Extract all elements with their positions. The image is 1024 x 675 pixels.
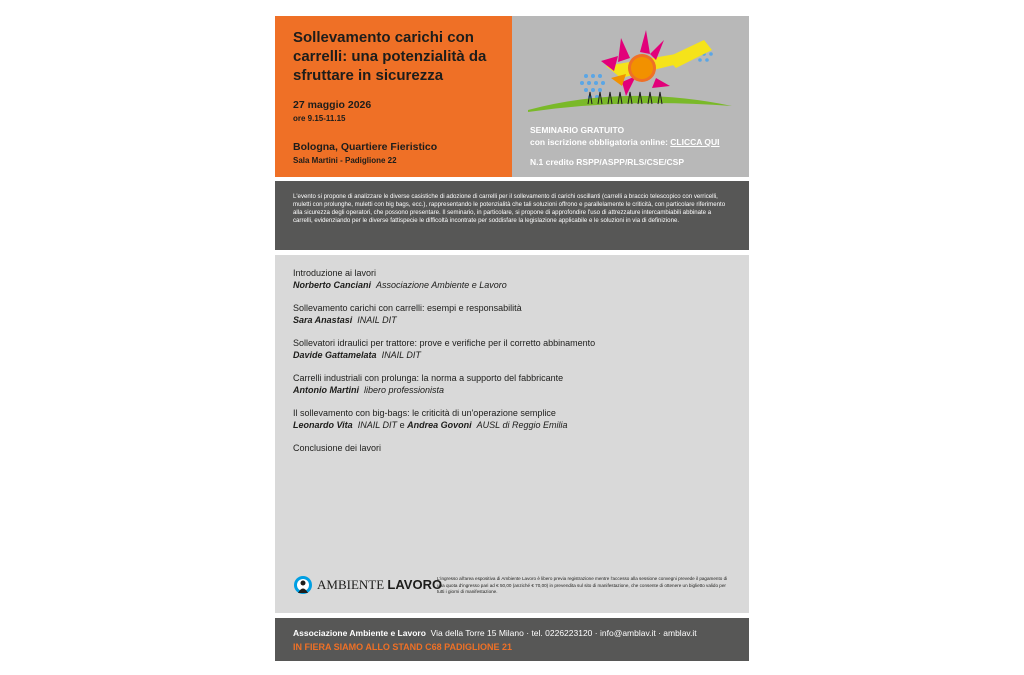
footer-org: Associazione Ambiente e Lavoro <box>293 628 426 638</box>
program-item-title: Introduzione ai lavori <box>293 268 377 278</box>
program-item-title: Carrelli industriali con prolunga: la norma a supporto del fabbricante <box>293 373 564 383</box>
footer-email[interactable]: info@amblav.it <box>599 628 656 638</box>
speaker-name: Sara Anastasi <box>293 315 353 325</box>
footer-contacts: Associazione Ambiente e Lavoro Via della Torre 15 Milano · tel. 0226223120 · info@amblav.it · amblav.it <box>293 628 697 638</box>
brand-part-1: AMBIENTE <box>317 577 385 592</box>
program-item <box>293 407 731 431</box>
registration-line <box>530 136 720 148</box>
speaker-name: Leonardo Vita <box>293 420 353 430</box>
ambiente-lavoro-logo-icon <box>292 575 314 595</box>
brand-part-2: LAVORO <box>387 577 443 592</box>
speaker-name: Antonio Martini <box>293 385 359 395</box>
speaker-org: INAIL DIT <box>357 315 397 325</box>
program-closing-title: Conclusione dei lavori <box>293 443 382 453</box>
speaker-name-2: Andrea Govoni <box>407 420 472 430</box>
ambiente-lavoro-brand <box>292 575 442 595</box>
program-item-speaker <box>293 384 731 396</box>
brand-name <box>317 577 442 593</box>
footer-stand: IN FIERA SIAMO ALLO STAND C68 PADIGLIONE 21 <box>293 642 513 652</box>
sun-logo-icon <box>526 26 736 118</box>
program-item <box>293 372 731 396</box>
footer-phone: tel. 0226223120 <box>531 628 593 638</box>
registration-link[interactable]: CLICCA QUI <box>670 137 720 147</box>
speaker-org: Associazione Ambiente e Lavoro <box>376 280 507 290</box>
program-item <box>293 267 731 291</box>
speaker-name: Norberto Canciani <box>293 280 372 290</box>
program-item-speaker <box>293 419 731 431</box>
program-item-title: Sollevamento carichi con carrelli: esempi e responsabilità <box>293 303 522 313</box>
program-item <box>293 337 731 361</box>
program-item-speaker <box>293 279 731 291</box>
program-item-title: Il sollevamento con big-bags: le criticità di un'operazione semplice <box>293 408 556 418</box>
program-item-title: Sollevatori idraulici per trattore: prove e verifiche per il corretto abbinamento <box>293 338 596 348</box>
program-closing <box>293 442 731 454</box>
event-title: Sollevamento carichi con carrelli: una potenzialità da sfruttare in sicurezza <box>293 29 487 84</box>
seminar-panel <box>512 16 749 177</box>
speaker-org: libero professionista <box>364 385 445 395</box>
speaker-org-2: AUSL di Reggio Emilia <box>476 420 568 430</box>
footer <box>275 618 749 661</box>
seminar-info <box>530 124 720 148</box>
speaker-joiner: e <box>397 420 408 430</box>
event-info-panel <box>275 16 512 177</box>
event-time: ore 9.15-11.15 <box>293 114 346 123</box>
event-date: 27 maggio 2026 <box>293 99 372 111</box>
registration-text: con iscrizione obbligatoria online: <box>530 137 671 147</box>
program-item <box>293 302 731 326</box>
event-room: Sala Martini - Padiglione 22 <box>293 156 397 165</box>
footer-address: Via della Torre 15 Milano <box>430 628 524 638</box>
program-item-speaker <box>293 349 731 361</box>
speaker-name: Davide Gattamelata <box>293 350 377 360</box>
seminar-free-label: SEMINARIO GRATUITO <box>530 125 625 135</box>
program-item-speaker <box>293 314 731 326</box>
header-block <box>275 16 749 177</box>
credit-info: N.1 credito RSPP/ASPP/RLS/CSE/CSP <box>530 157 684 167</box>
event-place: Bologna, Quartiere Fieristico <box>293 141 438 153</box>
footer-site[interactable]: amblav.it <box>663 628 697 638</box>
admission-note: L'ingresso all'area espositiva di Ambiente Lavoro è libero previa registrazione mentre l'accesso alla sessione convegni prevede il pagamento di una quota d'ingresso pari ad € 50,00 (anziché € 70,00) in prevendita sul sito di manifestazione, che consente di ottenere un biglietto valido per tutti i giorni di manifestazione. <box>437 576 728 594</box>
program-block <box>275 255 749 613</box>
speaker-org: INAIL DIT <box>381 350 421 360</box>
event-flyer <box>275 16 749 661</box>
speaker-org: INAIL DIT <box>357 420 398 430</box>
event-description: L'evento si propone di analizzare le diverse casistiche di adozione di carrelli per il sollevamento di carichi oscillanti (carrelli a braccio telescopico con verricelli, muletti con prolunghe, muletti con big bags, ecc.), rappresentando le potenzialità che tali soluzioni offrono e parallelamente le criticità, con particolare riferimento alla sicurezza degli operatori, che possono presentare. Il seminario, in particolare, si propone di approfondire l'uso di attrezzature intercambiabili abbinate a carrelli, evidenziando per le diverse fattispecie le difficoltà incontrate per soddisfare la legislazione applicabile e le soluzioni in via di definizione. <box>275 181 749 250</box>
